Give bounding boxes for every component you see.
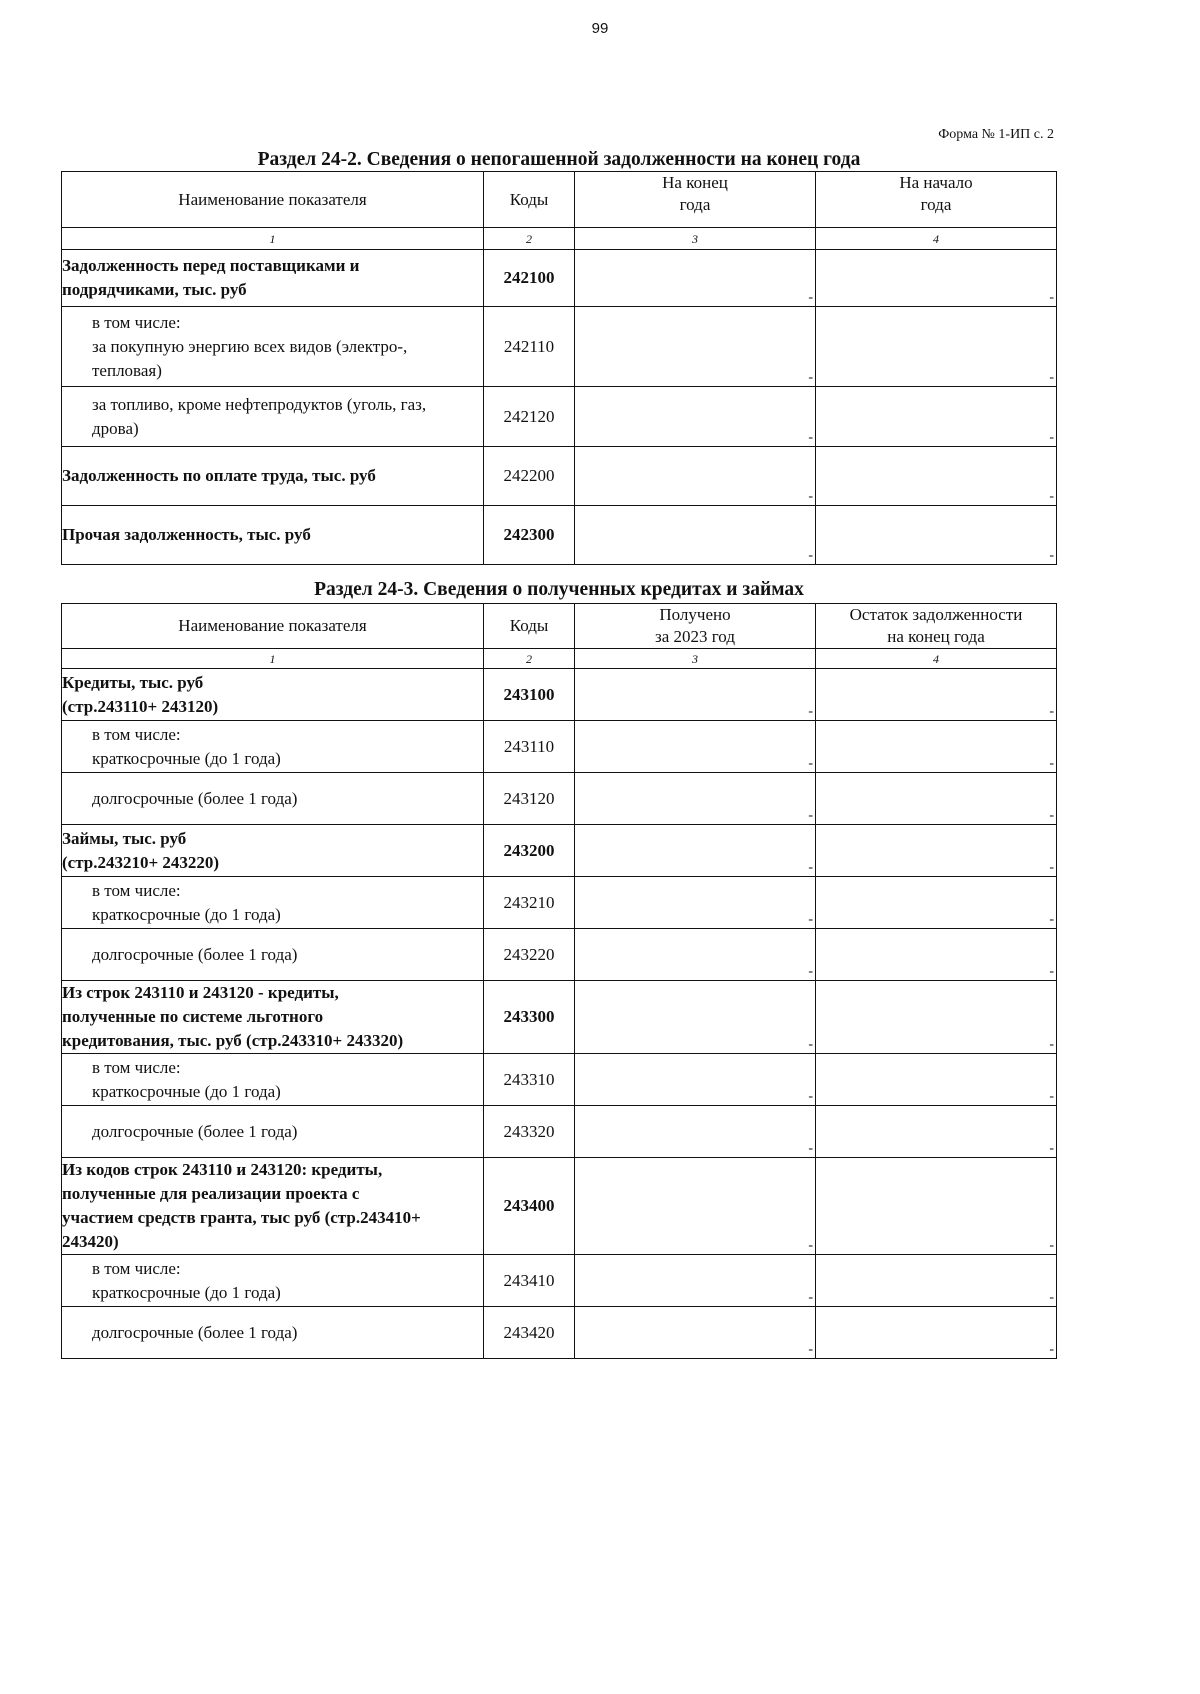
value-cell-col4[interactable] xyxy=(816,1158,1057,1255)
value-cell-col4[interactable] xyxy=(816,1255,1057,1307)
row-code: 243120 xyxy=(484,773,575,825)
value-col3: - xyxy=(808,808,813,823)
row-name-line: в том числе: xyxy=(92,312,181,332)
value-cell-col3[interactable] xyxy=(575,1054,816,1106)
row-name-line: краткосрочные (до 1 года) xyxy=(92,904,281,924)
value-col3: - xyxy=(808,1037,813,1052)
row-name-line: Из строк 243110 и 243120 - кредиты, xyxy=(62,983,339,1002)
row-name-line: дрова) xyxy=(92,418,139,438)
value-cell-col3[interactable] xyxy=(575,307,816,387)
column-number: 3 xyxy=(575,649,816,669)
row-code: 242110 xyxy=(484,307,575,387)
row-code: 242100 xyxy=(484,250,575,307)
row-code: 243300 xyxy=(484,981,575,1054)
row-name xyxy=(62,669,484,721)
row-name-line: в том числе: xyxy=(92,724,181,744)
column-number: 4 xyxy=(816,649,1057,669)
value-cell-col3[interactable] xyxy=(575,877,816,929)
value-col3: - xyxy=(808,860,813,875)
column-number: 1 xyxy=(62,649,484,669)
row-name-line: участием средств гранта, тыс руб (стр.243410+ xyxy=(62,1208,421,1227)
value-col4: - xyxy=(1049,370,1054,385)
value-cell-col4[interactable] xyxy=(816,506,1057,565)
row-name-line: полученные по системе льготного xyxy=(62,1007,324,1026)
row-name xyxy=(62,1307,484,1359)
row-name-line: Прочая задолженность, тыс. руб xyxy=(62,525,311,544)
row-code: 242200 xyxy=(484,447,575,506)
value-cell-col3[interactable] xyxy=(575,1106,816,1158)
row-name xyxy=(62,1106,484,1158)
value-cell-col4[interactable] xyxy=(816,825,1057,877)
value-cell-col4[interactable] xyxy=(816,773,1057,825)
header-col3-line1: На конец xyxy=(662,173,728,192)
value-col4: - xyxy=(1049,1141,1054,1156)
section-24-2-title: Раздел 24-2. Сведения о непогашенной задолженности на конец года xyxy=(257,149,861,170)
row-name-line: долгосрочные (более 1 года) xyxy=(92,1121,298,1141)
table-row xyxy=(62,929,1057,981)
value-col3: - xyxy=(808,1089,813,1104)
header-col3-line2: за 2023 год xyxy=(655,627,735,646)
row-name-line: (стр.243110+ 243120) xyxy=(62,696,219,716)
page-number: 99 xyxy=(591,20,609,37)
row-name-line: краткосрочные (до 1 года) xyxy=(92,748,281,768)
table-row xyxy=(62,669,1057,721)
header-code: Коды xyxy=(484,172,575,228)
header-col4 xyxy=(816,604,1057,649)
value-cell-col3[interactable] xyxy=(575,825,816,877)
table-row xyxy=(62,1054,1057,1106)
row-name xyxy=(62,773,484,825)
value-col4: - xyxy=(1049,860,1054,875)
table-row xyxy=(62,1158,1057,1255)
value-col3: - xyxy=(808,1238,813,1253)
row-name xyxy=(62,447,484,506)
header-col4-line2: года xyxy=(920,195,952,214)
form-label: Форма № 1-ИП с. 2 xyxy=(938,127,1054,142)
value-col4: - xyxy=(1049,290,1054,305)
header-col3-line2: года xyxy=(679,195,711,214)
header-name: Наименование показателя xyxy=(62,604,484,649)
value-col4: - xyxy=(1049,756,1054,771)
row-name-line: краткосрочные (до 1 года) xyxy=(92,1081,281,1101)
column-number-row xyxy=(62,228,1057,250)
row-name-line: в том числе: xyxy=(92,1057,181,1077)
value-cell-col4[interactable] xyxy=(816,387,1057,447)
table-row xyxy=(62,981,1057,1054)
row-code: 243400 xyxy=(484,1158,575,1255)
row-name-line: долгосрочные (более 1 года) xyxy=(92,1322,298,1342)
header-col4-line1: На начало xyxy=(899,173,973,192)
header-row xyxy=(62,604,1057,649)
row-name xyxy=(62,1054,484,1106)
row-code: 242300 xyxy=(484,506,575,565)
table-row xyxy=(62,1255,1057,1307)
value-cell-col3[interactable] xyxy=(575,447,816,506)
row-name-line: 243420) xyxy=(62,1232,119,1251)
row-name xyxy=(62,506,484,565)
value-cell-col4[interactable] xyxy=(816,1307,1057,1359)
row-code: 243100 xyxy=(484,669,575,721)
row-name-line: полученные для реализации проекта с xyxy=(62,1184,360,1203)
table-row xyxy=(62,250,1057,307)
row-name-line: за топливо, кроме нефтепродуктов (уголь, газ, xyxy=(92,394,427,414)
value-col3: - xyxy=(808,290,813,305)
row-code: 243110 xyxy=(484,721,575,773)
value-col3: - xyxy=(808,756,813,771)
value-col4: - xyxy=(1049,964,1054,979)
row-code: 242120 xyxy=(484,387,575,447)
value-col3: - xyxy=(808,430,813,445)
row-name-line: в том числе: xyxy=(92,880,181,900)
row-name xyxy=(62,877,484,929)
value-col4: - xyxy=(1049,704,1054,719)
header-col4-line2: на конец года xyxy=(887,627,985,646)
row-name-line: долгосрочные (более 1 года) xyxy=(92,944,298,964)
value-cell-col3[interactable] xyxy=(575,387,816,447)
row-code: 243310 xyxy=(484,1054,575,1106)
value-col3: - xyxy=(808,548,813,563)
value-col4: - xyxy=(1049,548,1054,563)
header-col3 xyxy=(575,172,816,228)
row-name-line: долгосрочные (более 1 года) xyxy=(92,788,298,808)
row-name xyxy=(62,307,484,387)
value-cell-col3[interactable] xyxy=(575,773,816,825)
row-code: 243210 xyxy=(484,877,575,929)
header-row xyxy=(62,172,1057,228)
row-name xyxy=(62,1158,484,1255)
column-number-row xyxy=(62,649,1057,669)
header-col4-line1: Остаток задолженности xyxy=(849,605,1023,624)
value-col4: - xyxy=(1049,1089,1054,1104)
table-row xyxy=(62,1106,1057,1158)
value-col4: - xyxy=(1049,808,1054,823)
row-name xyxy=(62,981,484,1054)
value-cell-col3[interactable] xyxy=(575,669,816,721)
value-col4: - xyxy=(1049,1238,1054,1253)
value-col3: - xyxy=(808,912,813,927)
value-cell-col4[interactable] xyxy=(816,1106,1057,1158)
row-name-line: краткосрочные (до 1 года) xyxy=(92,1282,281,1302)
row-name xyxy=(62,929,484,981)
row-name xyxy=(62,250,484,307)
table-row xyxy=(62,387,1057,447)
row-name-line: Кредиты, тыс. руб xyxy=(62,672,204,692)
value-cell-col4[interactable] xyxy=(816,250,1057,307)
row-name-line: подрядчиками, тыс. руб xyxy=(62,280,247,299)
value-cell-col4[interactable] xyxy=(816,1054,1057,1106)
section-24-2-table xyxy=(61,171,1057,565)
value-col4: - xyxy=(1049,912,1054,927)
row-code: 243410 xyxy=(484,1255,575,1307)
value-cell-col4[interactable] xyxy=(816,877,1057,929)
row-code: 243420 xyxy=(484,1307,575,1359)
header-col3-line1: Получено xyxy=(659,605,731,624)
value-col4: - xyxy=(1049,1290,1054,1305)
value-cell-col3[interactable] xyxy=(575,1255,816,1307)
value-col3: - xyxy=(808,489,813,504)
value-col3: - xyxy=(808,1290,813,1305)
table-row xyxy=(62,721,1057,773)
value-col3: - xyxy=(808,704,813,719)
row-name-line: (стр.243210+ 243220) xyxy=(62,852,220,872)
row-name-line: за покупную энергию всех видов (электро-, xyxy=(92,336,408,356)
table-row xyxy=(62,1307,1057,1359)
table-row xyxy=(62,773,1057,825)
table-row xyxy=(62,825,1057,877)
value-col3: - xyxy=(808,1342,813,1357)
value-col3: - xyxy=(808,1141,813,1156)
row-name-line: Задолженность перед поставщиками и xyxy=(62,256,360,275)
header-col3 xyxy=(575,604,816,649)
value-cell-col4[interactable] xyxy=(816,929,1057,981)
header-name: Наименование показателя xyxy=(62,172,484,228)
table-row xyxy=(62,877,1057,929)
value-cell-col3[interactable] xyxy=(575,1307,816,1359)
value-col3: - xyxy=(808,964,813,979)
row-name xyxy=(62,1255,484,1307)
value-cell-col3[interactable] xyxy=(575,981,816,1054)
table-row xyxy=(62,447,1057,506)
value-cell-col4[interactable] xyxy=(816,307,1057,387)
value-cell-col3[interactable] xyxy=(575,721,816,773)
header-code: Коды xyxy=(484,604,575,649)
row-name xyxy=(62,721,484,773)
value-cell-col4[interactable] xyxy=(816,721,1057,773)
column-number: 2 xyxy=(484,649,575,669)
section-24-3-table xyxy=(61,603,1057,1359)
row-code: 243220 xyxy=(484,929,575,981)
row-name-line: Из кодов строк 243110 и 243120: кредиты, xyxy=(62,1160,383,1179)
column-number: 2 xyxy=(484,228,575,250)
column-number: 3 xyxy=(575,228,816,250)
column-number: 1 xyxy=(62,228,484,250)
row-name-line: тепловая) xyxy=(92,360,162,380)
value-cell-col4[interactable] xyxy=(816,981,1057,1054)
value-cell-col3[interactable] xyxy=(575,1158,816,1255)
value-col4: - xyxy=(1049,489,1054,504)
row-name xyxy=(62,387,484,447)
value-col4: - xyxy=(1049,1342,1054,1357)
value-cell-col3[interactable] xyxy=(575,506,816,565)
value-col3: - xyxy=(808,370,813,385)
value-col4: - xyxy=(1049,1037,1054,1052)
row-code: 243200 xyxy=(484,825,575,877)
value-cell-col3[interactable] xyxy=(575,250,816,307)
row-name xyxy=(62,825,484,877)
row-name-line: Займы, тыс. руб xyxy=(62,828,187,848)
header-col4 xyxy=(816,172,1057,228)
column-number: 4 xyxy=(816,228,1057,250)
table-row xyxy=(62,506,1057,565)
value-cell-col3[interactable] xyxy=(575,929,816,981)
value-cell-col4[interactable] xyxy=(816,447,1057,506)
row-code: 243320 xyxy=(484,1106,575,1158)
row-name-line: в том числе: xyxy=(92,1258,181,1278)
value-cell-col4[interactable] xyxy=(816,669,1057,721)
table-row xyxy=(62,307,1057,387)
row-name-line: Задолженность по оплате труда, тыс. руб xyxy=(62,466,376,485)
row-name-line: кредитования, тыс. руб (стр.243310+ 243320) xyxy=(62,1031,404,1050)
section-24-3-title: Раздел 24-3. Сведения о полученных кредитах и займах xyxy=(314,579,804,600)
value-col4: - xyxy=(1049,430,1054,445)
